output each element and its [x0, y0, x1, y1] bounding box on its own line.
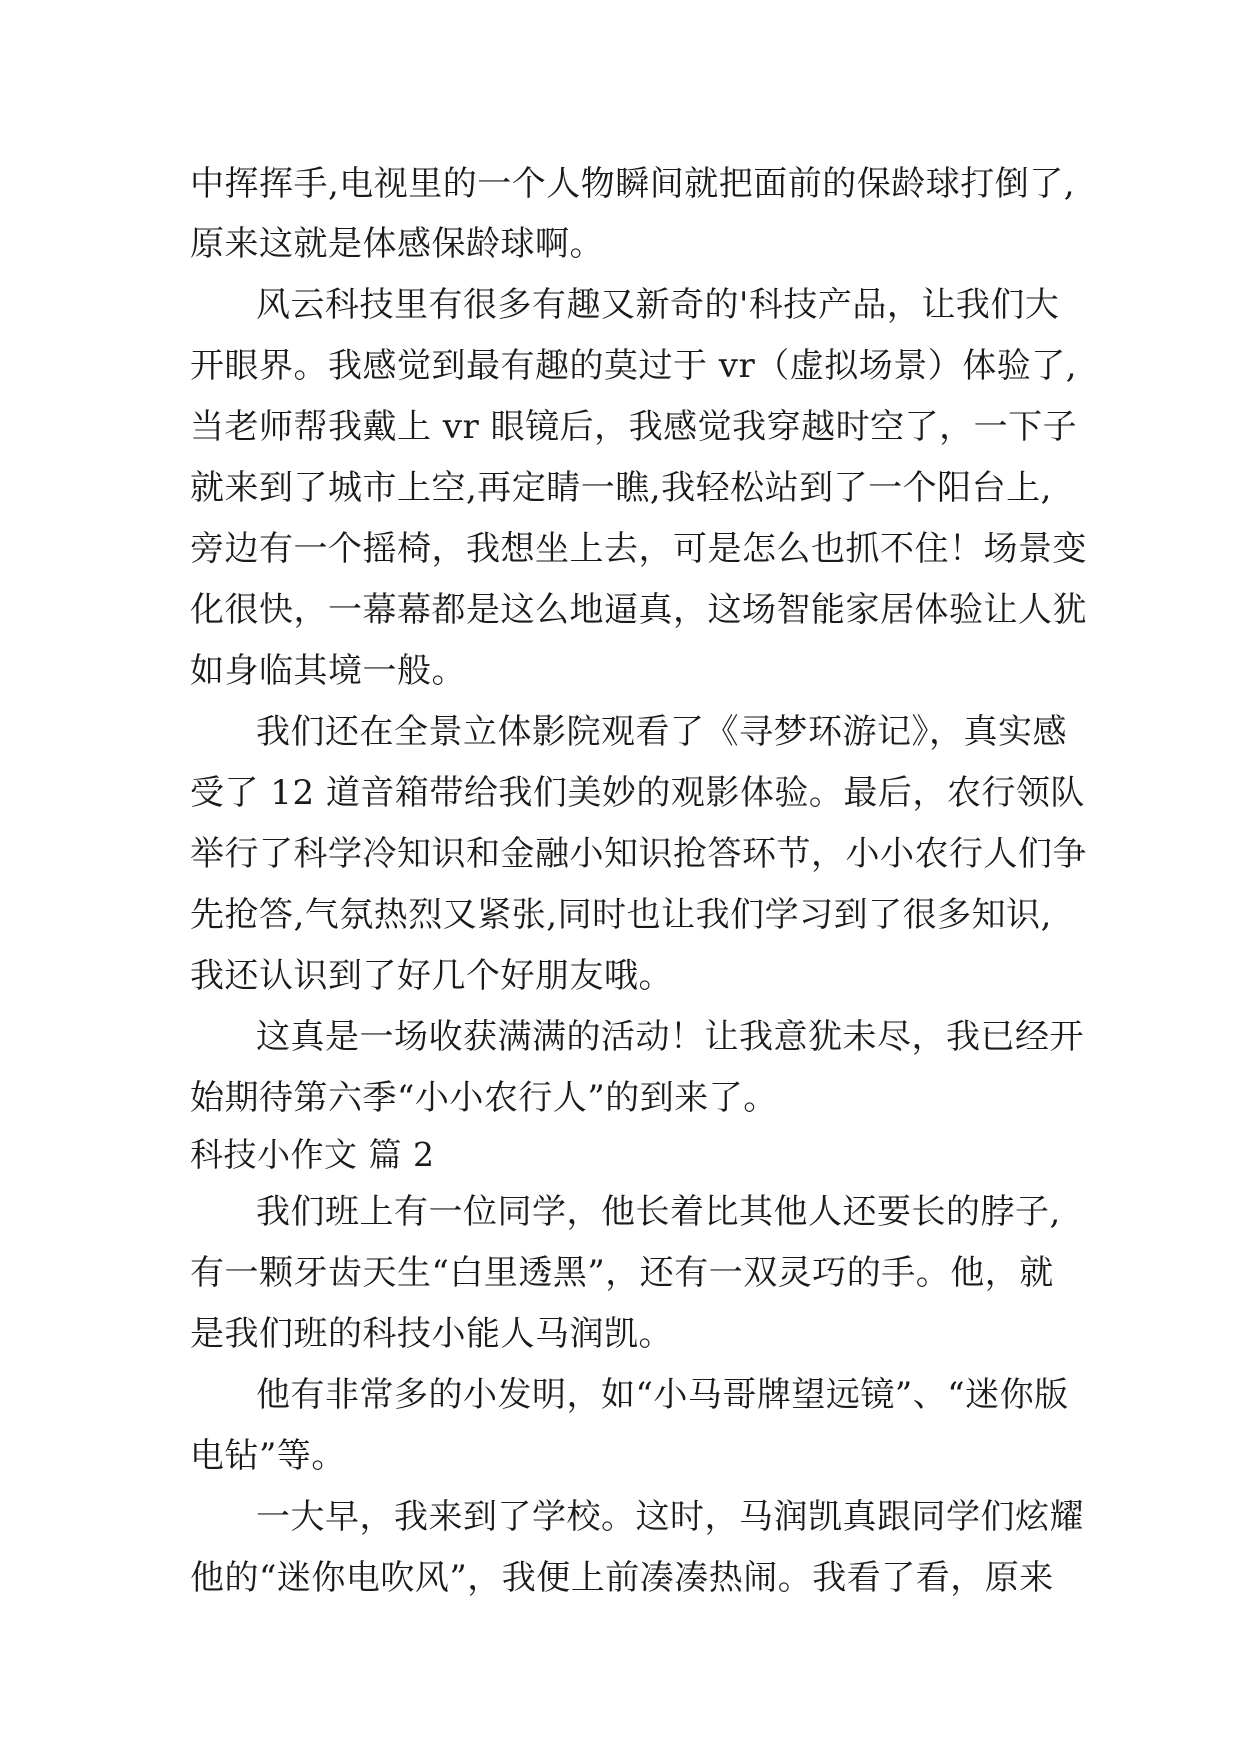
body-text-line: 举行了科学冷知识和金融小知识抢答环节，小小农行人们争 — [190, 834, 1087, 874]
body-text-line: 当老师帮我戴上 vr 眼镜后，我感觉我穿越时空了，一下子 — [190, 407, 1078, 447]
body-text-line: 电钻”等。 — [190, 1436, 346, 1476]
body-text-line: 化很快，一幕幕都是这么地逼真，这场智能家居体验让人犹 — [190, 590, 1087, 630]
body-text-line: 如身临其境一般。 — [190, 651, 466, 691]
body-text-line: 我还认识到了好几个好朋友哦。 — [190, 956, 673, 996]
section-heading: 科技小作文 篇 2 — [190, 1135, 435, 1174]
body-text-line: 这真是一场收获满满的活动！让我意犹未尽，我已经开 — [256, 1017, 1084, 1057]
body-text-line: 开眼界。我感觉到最有趣的莫过于 vr（虚拟场景）体验了, — [190, 346, 1078, 386]
body-text-line: 风云科技里有很多有趣又新奇的'科技产品，让我们大 — [256, 285, 1060, 325]
body-text-line: 是我们班的科技小能人马润凯。 — [190, 1314, 673, 1354]
body-text-line: 就来到了城市上空,再定睛一瞧,我轻松站到了一个阳台上, — [190, 468, 1052, 508]
body-text-line: 他的“迷你电吹风”，我便上前凑凑热闹。我看了看，原来 — [190, 1558, 1054, 1598]
body-text-line: 原来这就是体感保龄球啊。 — [190, 224, 604, 264]
body-text-line: 受了 12 道音箱带给我们美妙的观影体验。最后，农行领队 — [190, 773, 1085, 813]
body-text-line: 始期待第六季“小小农行人”的到来了。 — [190, 1078, 778, 1118]
body-text-line: 有一颗牙齿天生“白里透黑”，还有一双灵巧的手。他，就 — [190, 1253, 1054, 1293]
body-text-line: 一大早，我来到了学校。这时，马润凯真跟同学们炫耀 — [256, 1497, 1084, 1537]
body-text-line: 我们班上有一位同学，他长着比其他人还要长的脖子, — [256, 1192, 1061, 1232]
body-text-line: 先抢答,气氛热烈又紧张,同时也让我们学习到了很多知识, — [190, 895, 1052, 935]
body-text-line: 中挥挥手,电视里的一个人物瞬间就把面前的保龄球打倒了, — [190, 164, 1076, 204]
body-text-line: 他有非常多的小发明，如“小马哥牌望远镜”、“迷你版 — [256, 1375, 1069, 1415]
body-text-line: 我们还在全景立体影院观看了《寻梦环游记》，真实感 — [256, 712, 1067, 752]
body-text-line: 旁边有一个摇椅，我想坐上去，可是怎么也抓不住！场景变 — [190, 529, 1087, 569]
